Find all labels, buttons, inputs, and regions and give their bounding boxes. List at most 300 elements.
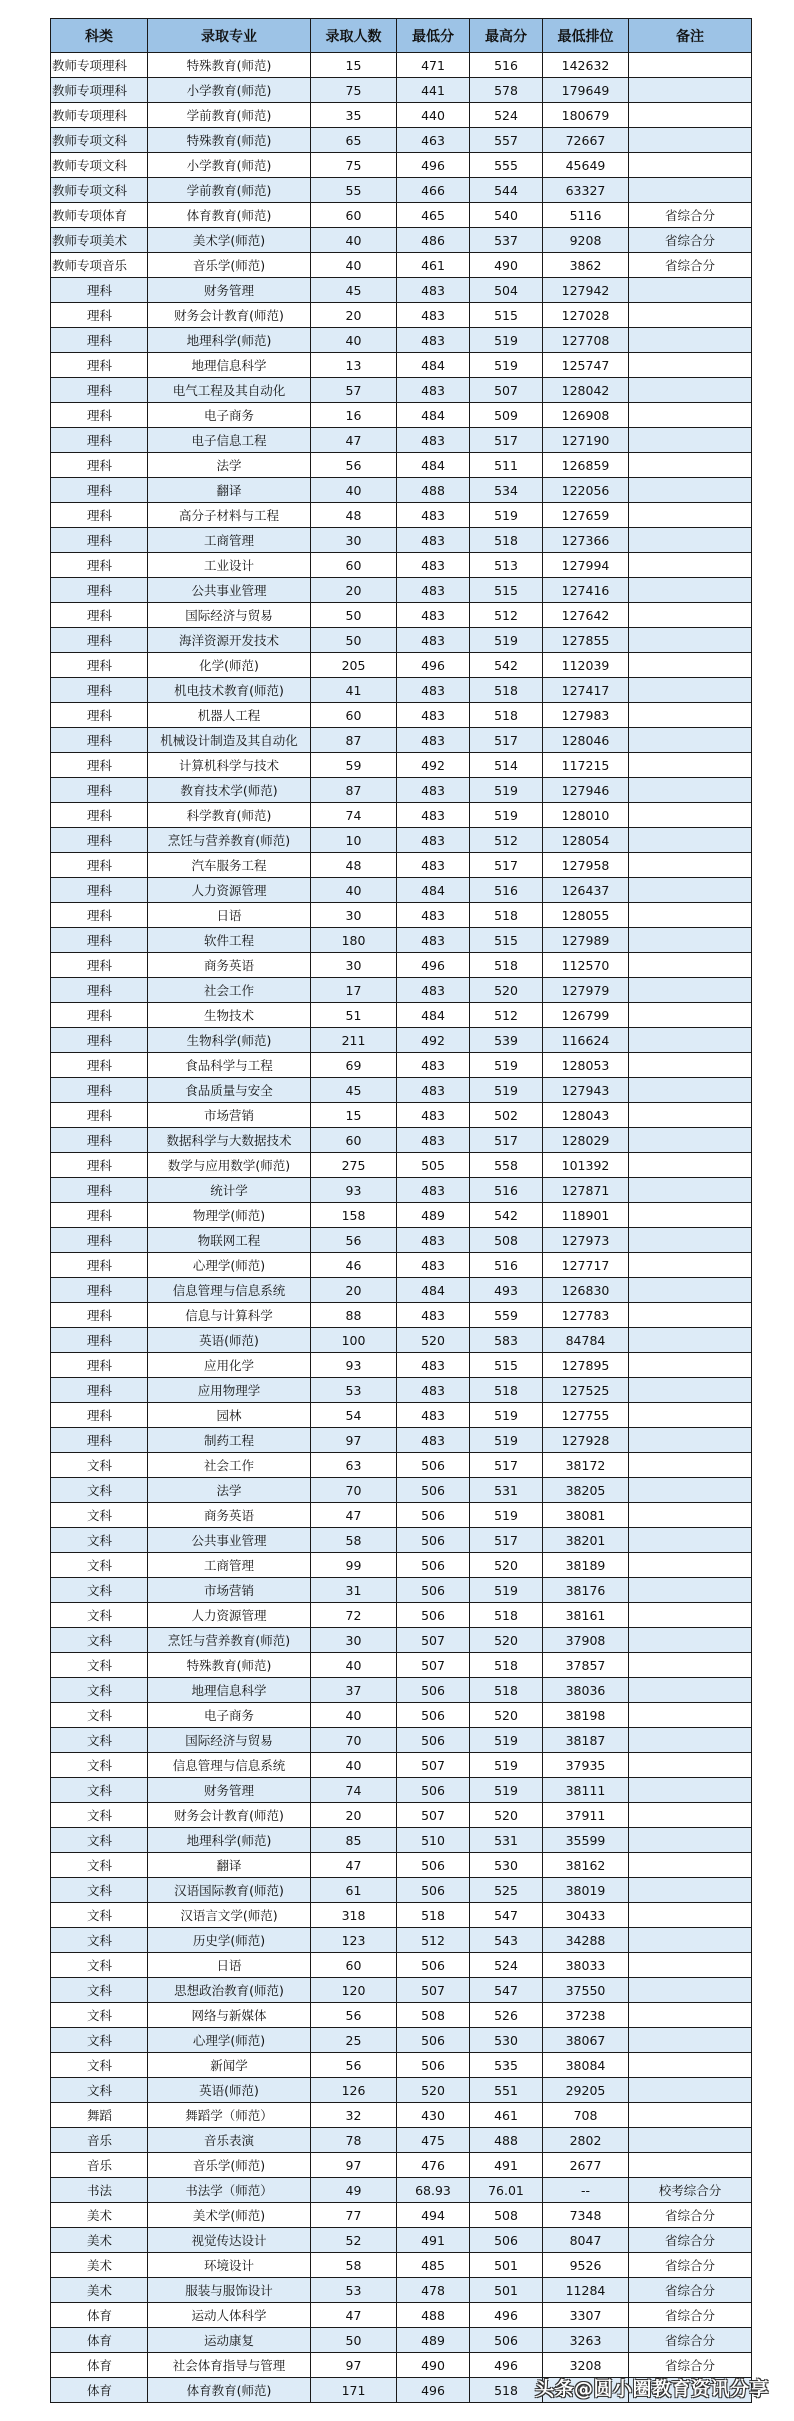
min-score-cell: 496 [397,153,470,178]
enrolled-cell: 123 [311,1928,397,1953]
table-row [51,203,752,228]
note-cell [629,328,752,353]
major-cell: 社会体育指导与管理 [148,2353,311,2378]
max-score-cell: 506 [470,2228,543,2253]
min-rank-cell: 3307 [543,2303,629,2328]
min-rank-cell: 112039 [543,653,629,678]
note-cell [629,1903,752,1928]
category-cell: 文科 [51,1528,148,1553]
category-cell: 理科 [51,678,148,703]
note-cell [629,978,752,1003]
max-score-cell: 518 [470,528,543,553]
table-row [51,453,752,478]
category-cell: 文科 [51,2003,148,2028]
note-cell [629,103,752,128]
note-cell [629,378,752,403]
max-score-cell: 537 [470,228,543,253]
enrolled-cell: 20 [311,578,397,603]
min-rank-cell: 3862 [543,253,629,278]
note-cell [629,353,752,378]
max-score-cell: 526 [470,2003,543,2028]
min-rank-cell: 38067 [543,2028,629,2053]
min-rank-cell: 127973 [543,1228,629,1253]
min-rank-cell: 45649 [543,153,629,178]
table-row [51,1078,752,1103]
note-cell: 省综合分 [629,2353,752,2378]
min-score-cell: 483 [397,328,470,353]
enrolled-cell: 40 [311,1753,397,1778]
enrolled-cell: 53 [311,2278,397,2303]
max-score-cell: 496 [470,2353,543,2378]
max-score-cell: 496 [470,2303,543,2328]
note-cell [629,1753,752,1778]
max-score-cell: 516 [470,1178,543,1203]
min-rank-cell: 29205 [543,2078,629,2103]
min-score-cell: 476 [397,2153,470,2178]
max-score-cell: 517 [470,1453,543,1478]
category-cell: 理科 [51,778,148,803]
enrolled-cell: 93 [311,1353,397,1378]
category-cell: 文科 [51,2053,148,2078]
table-row [51,428,752,453]
min-rank-cell: 127525 [543,1378,629,1403]
note-cell [629,1828,752,1853]
note-cell [629,1203,752,1228]
note-cell [629,478,752,503]
min-rank-cell: 38187 [543,1728,629,1753]
min-score-cell: 483 [397,278,470,303]
enrolled-cell: 40 [311,253,397,278]
category-cell: 文科 [51,1578,148,1603]
major-cell: 市场营销 [148,1578,311,1603]
max-score-cell: 511 [470,453,543,478]
note-cell [629,1853,752,1878]
major-cell: 机器人工程 [148,703,311,728]
max-score-cell: 539 [470,1028,543,1053]
min-rank-cell: 112570 [543,953,629,978]
major-cell: 地理科学(师范) [148,328,311,353]
enrolled-cell: 51 [311,1003,397,1028]
max-score-cell: 519 [470,328,543,353]
major-cell: 软件工程 [148,928,311,953]
major-cell: 高分子材料与工程 [148,503,311,528]
note-cell [629,1328,752,1353]
table-row [51,328,752,353]
max-score-cell: 516 [470,1253,543,1278]
max-score-cell: 516 [470,878,543,903]
note-cell [629,128,752,153]
major-cell: 小学教育(师范) [148,78,311,103]
enrolled-cell: 20 [311,1278,397,1303]
category-cell: 文科 [51,1953,148,1978]
min-rank-cell: 126437 [543,878,629,903]
min-rank-cell: 125747 [543,353,629,378]
enrolled-cell: 88 [311,1303,397,1328]
enrolled-cell: 15 [311,53,397,78]
min-rank-cell: 2677 [543,2153,629,2178]
min-rank-cell: 3208 [543,2353,629,2378]
min-score-cell: 506 [397,1678,470,1703]
max-score-cell: 504 [470,278,543,303]
note-cell: 省综合分 [629,228,752,253]
min-score-cell: 483 [397,553,470,578]
min-rank-cell: 37550 [543,1978,629,2003]
note-cell [629,1278,752,1303]
category-cell: 理科 [51,278,148,303]
enrolled-cell: 32 [311,2103,397,2128]
major-cell: 日语 [148,1953,311,1978]
category-cell: 文科 [51,1853,148,1878]
min-score-cell: 483 [397,1428,470,1453]
major-cell: 网络与新媒体 [148,2003,311,2028]
min-rank-cell: 126799 [543,1003,629,1028]
category-cell: 美术 [51,2228,148,2253]
min-score-cell: 466 [397,178,470,203]
major-cell: 人力资源管理 [148,878,311,903]
table-row [51,253,752,278]
min-score-cell: 483 [397,853,470,878]
major-cell: 地理信息科学 [148,1678,311,1703]
min-rank-cell: 5116 [543,203,629,228]
major-cell: 服装与服饰设计 [148,2278,311,2303]
enrolled-cell: 37 [311,1678,397,1703]
min-score-cell: 489 [397,1203,470,1228]
enrolled-cell: 56 [311,2053,397,2078]
min-rank-cell: 128046 [543,728,629,753]
enrolled-cell: 75 [311,78,397,103]
min-rank-cell: 38161 [543,1603,629,1628]
category-cell: 美术 [51,2203,148,2228]
category-cell: 理科 [51,928,148,953]
watermark: 头条@圆小圈教育资讯分享 [535,2378,770,2400]
note-cell [629,1228,752,1253]
min-score-cell: 506 [397,1528,470,1553]
max-score-cell: 519 [470,803,543,828]
min-rank-cell: 8047 [543,2228,629,2253]
note-cell [629,1478,752,1503]
max-score-cell: 542 [470,653,543,678]
enrolled-cell: 57 [311,378,397,403]
category-cell: 理科 [51,1028,148,1053]
min-rank-cell: 34288 [543,1928,629,1953]
category-cell: 教师专项理科 [51,103,148,128]
note-cell [629,2028,752,2053]
category-cell: 理科 [51,328,148,353]
note-cell [629,503,752,528]
max-score-cell: 518 [470,703,543,728]
min-score-cell: 486 [397,228,470,253]
major-cell: 信息管理与信息系统 [148,1753,311,1778]
major-cell: 信息与计算科学 [148,1303,311,1328]
table-row [51,103,752,128]
min-score-cell: 506 [397,1703,470,1728]
note-cell [629,878,752,903]
category-cell: 理科 [51,1303,148,1328]
min-score-cell: 483 [397,778,470,803]
min-score-cell: 483 [397,1253,470,1278]
note-cell [629,278,752,303]
note-cell [629,428,752,453]
category-cell: 理科 [51,703,148,728]
note-cell: 省综合分 [629,253,752,278]
category-cell: 教师专项理科 [51,53,148,78]
min-rank-cell: 127855 [543,628,629,653]
min-score-cell: 512 [397,1928,470,1953]
min-score-cell: 491 [397,2228,470,2253]
enrolled-cell: 55 [311,178,397,203]
min-rank-cell: 37935 [543,1753,629,1778]
table-row [51,1728,752,1753]
major-cell: 汉语国际教育(师范) [148,1878,311,1903]
category-cell: 理科 [51,1153,148,1178]
major-cell: 运动康复 [148,2328,311,2353]
min-rank-cell: 38198 [543,1703,629,1728]
major-cell: 运动人体科学 [148,2303,311,2328]
max-score-cell: 530 [470,1853,543,1878]
major-cell: 电子商务 [148,1703,311,1728]
category-cell: 文科 [51,1778,148,1803]
table-row [51,278,752,303]
enrolled-cell: 97 [311,2153,397,2178]
table-row [51,2328,752,2353]
min-rank-cell: 38176 [543,1578,629,1603]
min-score-cell: 488 [397,478,470,503]
note-cell [629,1603,752,1628]
category-cell: 教师专项文科 [51,178,148,203]
enrolled-cell: 97 [311,2353,397,2378]
min-score-cell: 506 [397,1778,470,1803]
header-min-rank: 最低排位 [543,19,629,53]
table-row [51,628,752,653]
min-score-cell: 483 [397,928,470,953]
note-cell [629,2103,752,2128]
min-rank-cell: 126830 [543,1278,629,1303]
category-cell: 教师专项文科 [51,153,148,178]
min-score-cell: 520 [397,1328,470,1353]
major-cell: 翻译 [148,1853,311,1878]
table-row [51,578,752,603]
max-score-cell: 551 [470,2078,543,2103]
category-cell: 文科 [51,1453,148,1478]
min-rank-cell: 180679 [543,103,629,128]
note-cell [629,2128,752,2153]
max-score-cell: 520 [470,1553,543,1578]
note-cell [629,1528,752,1553]
note-cell [629,1978,752,2003]
major-cell: 日语 [148,903,311,928]
major-cell: 环境设计 [148,2253,311,2278]
category-cell: 教师专项美术 [51,228,148,253]
table-row [51,1053,752,1078]
enrolled-cell: 69 [311,1053,397,1078]
max-score-cell: 490 [470,253,543,278]
min-rank-cell: 38162 [543,1853,629,1878]
table-row [51,1503,752,1528]
max-score-cell: 493 [470,1278,543,1303]
enrolled-cell: 47 [311,1853,397,1878]
min-rank-cell: 127708 [543,328,629,353]
note-cell [629,1878,752,1903]
table-row [51,853,752,878]
category-cell: 理科 [51,1203,148,1228]
min-rank-cell: 37238 [543,2003,629,2028]
note-cell [629,1428,752,1453]
max-score-cell: 530 [470,2028,543,2053]
table-row [51,2228,752,2253]
min-rank-cell: 126908 [543,403,629,428]
note-cell [629,553,752,578]
max-score-cell: 519 [470,1778,543,1803]
note-cell: 省综合分 [629,2253,752,2278]
major-cell: 音乐表演 [148,2128,311,2153]
table-row [51,1953,752,1978]
enrolled-cell: 45 [311,1078,397,1103]
min-rank-cell: 127871 [543,1178,629,1203]
category-cell: 文科 [51,1753,148,1778]
table-row [51,1328,752,1353]
min-score-cell: 483 [397,1403,470,1428]
min-rank-cell: 127659 [543,503,629,528]
min-score-cell: 506 [397,2053,470,2078]
min-rank-cell: 127755 [543,1403,629,1428]
min-rank-cell: 38111 [543,1778,629,1803]
major-cell: 电子信息工程 [148,428,311,453]
major-cell: 地理信息科学 [148,353,311,378]
min-rank-cell: 38205 [543,1478,629,1503]
category-cell: 理科 [51,1053,148,1078]
category-cell: 文科 [51,1803,148,1828]
major-cell: 公共事业管理 [148,578,311,603]
table-row [51,528,752,553]
major-cell: 烹饪与营养教育(师范) [148,1628,311,1653]
enrolled-cell: 50 [311,603,397,628]
enrolled-cell: 120 [311,1978,397,2003]
min-score-cell: 489 [397,2328,470,2353]
table-row [51,2128,752,2153]
max-score-cell: 583 [470,1328,543,1353]
min-rank-cell: 179649 [543,78,629,103]
max-score-cell: 491 [470,2153,543,2178]
note-cell [629,1503,752,1528]
table-row [51,1528,752,1553]
table-row [51,1178,752,1203]
category-cell: 理科 [51,303,148,328]
note-cell: 省综合分 [629,2278,752,2303]
category-cell: 理科 [51,1378,148,1403]
category-cell: 教师专项理科 [51,78,148,103]
table-row [51,1653,752,1678]
category-cell: 文科 [51,2078,148,2103]
min-score-cell: 483 [397,303,470,328]
category-cell: 体育 [51,2303,148,2328]
min-score-cell: 478 [397,2278,470,2303]
min-rank-cell: 117215 [543,753,629,778]
note-cell [629,178,752,203]
min-rank-cell: 128043 [543,1103,629,1128]
note-cell [629,1678,752,1703]
min-score-cell: 483 [397,578,470,603]
note-cell [629,1453,752,1478]
table-row [51,2053,752,2078]
category-cell: 理科 [51,1278,148,1303]
category-cell: 文科 [51,1903,148,1928]
major-cell: 社会工作 [148,1453,311,1478]
enrolled-cell: 63 [311,1453,397,1478]
min-rank-cell: 128029 [543,1128,629,1153]
min-score-cell: 496 [397,2378,470,2403]
enrolled-cell: 40 [311,1653,397,1678]
max-score-cell: 519 [470,1403,543,1428]
enrolled-cell: 318 [311,1903,397,1928]
min-rank-cell: 127417 [543,678,629,703]
category-cell: 理科 [51,1253,148,1278]
category-cell: 理科 [51,1328,148,1353]
major-cell: 工商管理 [148,528,311,553]
min-score-cell: 471 [397,53,470,78]
note-cell [629,153,752,178]
enrolled-cell: 97 [311,1428,397,1453]
min-rank-cell: 9208 [543,228,629,253]
note-cell [629,703,752,728]
table-row [51,2303,752,2328]
note-cell [629,728,752,753]
enrolled-cell: 58 [311,1528,397,1553]
max-score-cell: 517 [470,1528,543,1553]
category-cell: 理科 [51,378,148,403]
major-cell: 新闻学 [148,2053,311,2078]
max-score-cell: 519 [470,1078,543,1103]
note-cell [629,1128,752,1153]
major-cell: 物理学(师范) [148,1203,311,1228]
note-cell [629,1653,752,1678]
enrolled-cell: 60 [311,1953,397,1978]
category-cell: 文科 [51,1728,148,1753]
table-row [51,828,752,853]
enrolled-cell: 48 [311,503,397,528]
min-rank-cell: 127979 [543,978,629,1003]
note-cell [629,1303,752,1328]
max-score-cell: 488 [470,2128,543,2153]
note-cell: 省综合分 [629,2328,752,2353]
table-row [51,1253,752,1278]
major-cell: 应用物理学 [148,1378,311,1403]
min-rank-cell: 127994 [543,553,629,578]
enrolled-cell: 60 [311,553,397,578]
category-cell: 舞蹈 [51,2103,148,2128]
category-cell: 文科 [51,1828,148,1853]
min-score-cell: 484 [397,878,470,903]
major-cell: 学前教育(师范) [148,178,311,203]
max-score-cell: 518 [470,1653,543,1678]
category-cell: 教师专项体育 [51,203,148,228]
table-row [51,1878,752,1903]
enrolled-cell: 15 [311,1103,397,1128]
enrolled-cell: 40 [311,1703,397,1728]
table-row [51,403,752,428]
table-row [51,1003,752,1028]
min-score-cell: 518 [397,1903,470,1928]
category-cell: 文科 [51,1878,148,1903]
header-min-score: 最低分 [397,19,470,53]
min-score-cell: 506 [397,2028,470,2053]
major-cell: 翻译 [148,478,311,503]
min-rank-cell: 101392 [543,1153,629,1178]
category-cell: 文科 [51,2028,148,2053]
min-score-cell: 506 [397,1603,470,1628]
note-cell [629,753,752,778]
min-score-cell: 483 [397,378,470,403]
note-cell [629,528,752,553]
